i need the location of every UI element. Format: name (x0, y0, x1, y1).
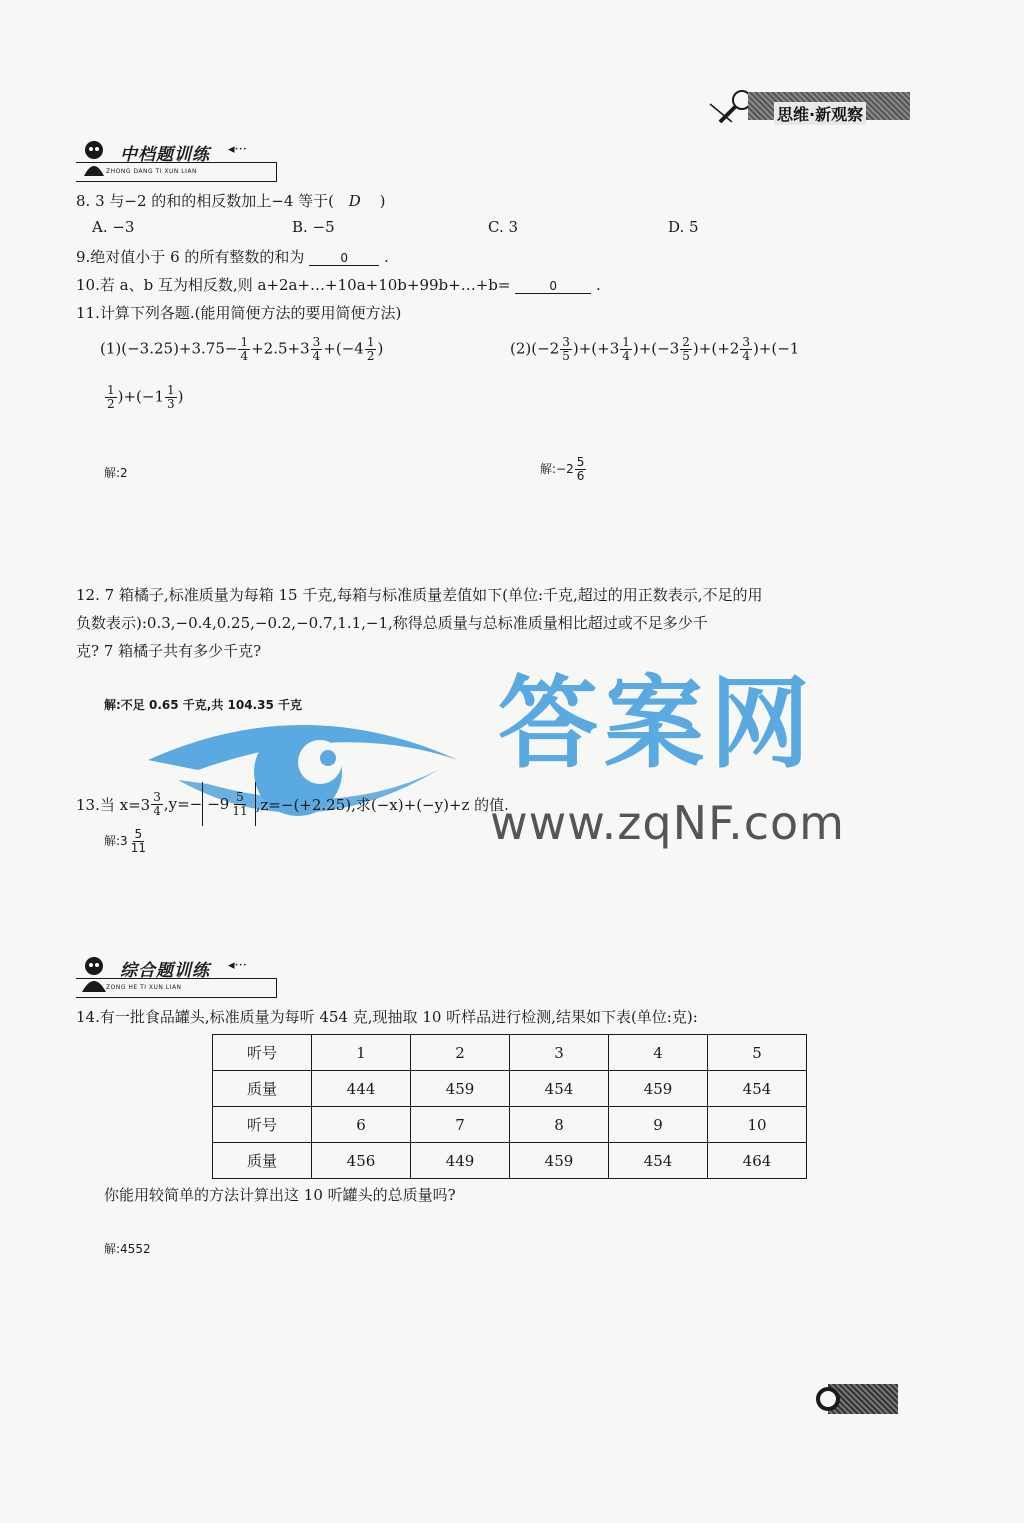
ring-icon (814, 1382, 844, 1416)
q10-end: . (596, 276, 601, 294)
q12-answer: 解:不足 0.65 千克,共 104.35 千克 (104, 698, 302, 712)
section-header-medium: 中档题训练 ◂··· ZHONG DANG TI XUN LIAN (76, 138, 286, 182)
q10-answer: 0 (515, 279, 591, 294)
q8-option-c: C. 3 (488, 218, 519, 236)
q14-stem: 14.有一批食品罐头,标准质量为每听 454 克,现抽取 10 听样品进行检测,结果如下表(单位:克): (76, 1008, 698, 1026)
q8-close: ) (379, 192, 386, 210)
fraction: $\frac{3}{4}$ (742, 335, 750, 363)
fraction: $\frac{1}{2}$ (107, 383, 115, 411)
watermark-title: 答案网 (498, 665, 816, 782)
fraction: $\frac{3}{4}$ (153, 789, 161, 818)
fraction: $\frac{5}{6}$ (576, 455, 585, 483)
fraction: $\frac{3}{5}$ (562, 335, 570, 363)
section-pinyin: ZONG HE TI XUN LIAN (106, 984, 182, 991)
q10-stem: 10.若 a、b 互为相反数,则 a+2a+…+10a+10b+99b+…+b= (76, 276, 511, 294)
fraction: $\frac{5}{11}$ (232, 789, 248, 818)
header-banner (708, 88, 910, 128)
q11-part1: (1)(−3.25)+3.75− $\frac{1}{4}$ +2.5+3 $\frac{3}{4}$ +(−4 $\frac{1}{2}$ ) (100, 335, 384, 363)
question-13: 13.当 x=3 $\frac{3}{4}$ ,y=− −9 $\frac{5}{11}$ ,z=−(+2.25),求(−x)+(−y)+z 的值. (76, 782, 509, 826)
q11-answer-2: 解:−2 $\frac{5}{6}$ (540, 455, 585, 483)
q11-stem: 11.计算下列各题.(能用简便方法的要用简便方法) (76, 304, 402, 322)
q11-part2-continued: $\frac{1}{2}$ )+(−1 $\frac{1}{3}$ ) (107, 383, 184, 411)
question-8 (76, 190, 385, 211)
table-row: 听号 6 7 8 9 10 (213, 1107, 807, 1143)
watermark-url: www.zqNF.com (490, 796, 845, 850)
header-banner-label: 思维·新观察 (774, 102, 866, 125)
q8-option-a: A. −3 (92, 218, 135, 236)
q13-answer: 解:3 $\frac{5}{11}$ (104, 827, 146, 855)
q14-question: 你能用较简单的方法计算出这 10 听罐头的总质量吗? (104, 1186, 456, 1204)
section-title: 综合题训练 (120, 961, 210, 981)
section-pinyin: ZHONG DANG TI XUN LIAN (106, 168, 197, 175)
fraction: $\frac{3}{4}$ (312, 335, 321, 363)
fraction: $\frac{1}{2}$ (366, 335, 375, 363)
fraction: $\frac{5}{11}$ (130, 827, 146, 855)
fraction: $\frac{1}{4}$ (622, 335, 630, 363)
q14-answer: 解:4552 (104, 1242, 151, 1256)
q8-stem: 8. 3 与−2 的和的相反数加上−4 等于( (76, 192, 335, 210)
section-header-comprehensive: 综合题训练 ◂··· ZONG HE TI XUN LIAN (76, 954, 286, 998)
q9-end: . (383, 248, 389, 266)
fraction: $\frac{2}{5}$ (682, 335, 690, 363)
table-row: 质量 456 449 459 454 464 (213, 1143, 807, 1179)
q9-answer: 0 (309, 251, 379, 266)
q11-part2: (2)(−2 $\frac{3}{5}$ )+(+3 $\frac{1}{4}$ )+(−3 $\frac{2}{5}$ )+(+2 $\frac{3}{4}$ )+(−1 (510, 335, 800, 363)
table-row: 质量 444 459 454 459 454 (213, 1071, 807, 1107)
table-row: 听号 1 2 3 4 5 (213, 1035, 807, 1071)
absolute-value-bar: −9 $\frac{5}{11}$ (202, 782, 255, 826)
question-9 (76, 246, 389, 267)
question-10 (76, 274, 601, 295)
page-number-badge (814, 1382, 898, 1416)
fraction: $\frac{1}{4}$ (240, 335, 249, 363)
q14-table (212, 1034, 807, 1179)
q12-line-3: 克? 7 箱橘子共有多少千克? (76, 642, 262, 660)
section-title: 中档题训练 (120, 145, 210, 165)
q9-stem: 9.绝对值小于 6 的所有整数的和为 (76, 248, 305, 266)
q8-option-b: B. −5 (292, 218, 335, 236)
q12-line-1: 12. 7 箱橘子,标准质量为每箱 15 千克,每箱与标准质量差值如下(单位:千克,超过的用正数表示,不足的用 (76, 586, 763, 604)
fraction: $\frac{1}{3}$ (167, 383, 175, 411)
q12-line-2: 负数表示):0.3,−0.4,0.25,−0.2,−0.7,1.1,−1,称得总质量与总标准质量相比超过或不足多少千 (76, 614, 708, 632)
q11-answer-1: 解:2 (104, 466, 128, 480)
q8-option-d: D. 5 (668, 218, 699, 236)
q8-answer: D (348, 192, 361, 210)
